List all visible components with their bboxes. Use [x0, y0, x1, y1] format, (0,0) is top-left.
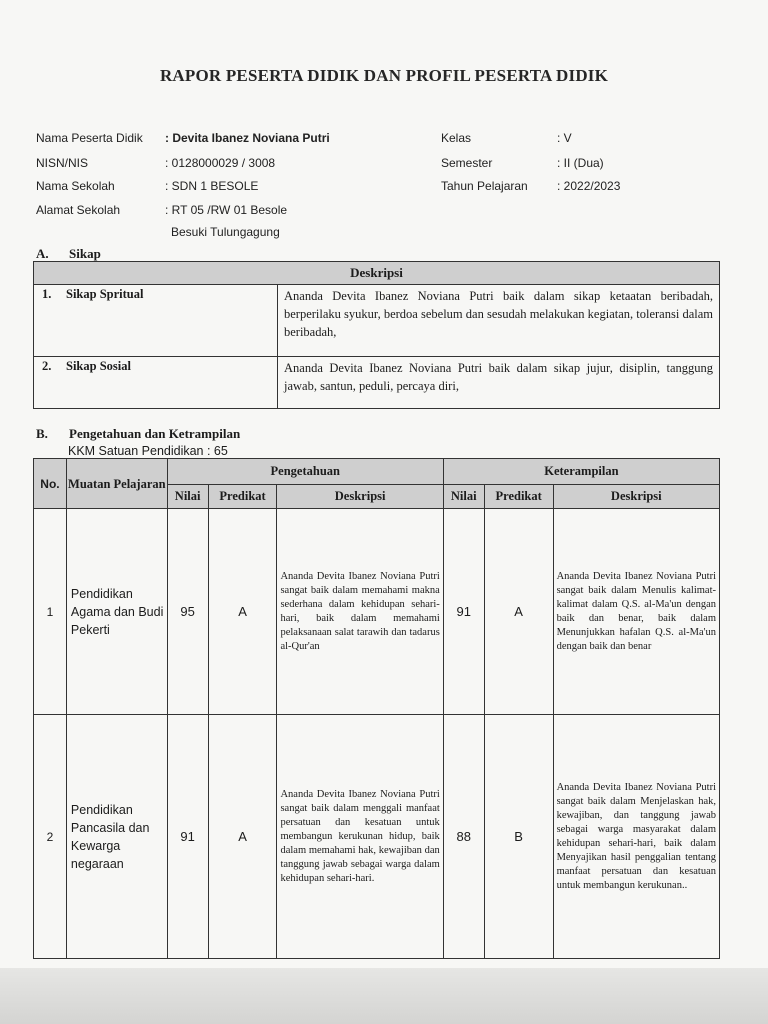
- year-label: Tahun Pelajaran: [441, 179, 528, 193]
- header-deskripsi: Deskripsi: [553, 485, 719, 509]
- header-muatan: Muatan Pelajaran: [66, 459, 167, 509]
- address-label: Alamat Sekolah: [36, 203, 121, 217]
- nisn-label: NISN/NIS: [36, 156, 89, 170]
- keterampilan-deskripsi: Ananda Devita Ibanez Noviana Putri sangat baik dalam Menjelaskan hak, kewajiban, dan tanggung jawab sebagai warga masyarakat dalam kehidupan sehari-hari, baik dalam Menyajikan hasil penggalian tentang manfaat persatuan dan kesatuan untuk membangun kerukunan..: [553, 715, 719, 959]
- table-row: [34, 357, 720, 409]
- header-pengetahuan: Pengetahuan: [167, 459, 443, 485]
- sikap-label-cell: [34, 357, 278, 409]
- section-a-letter: A.: [36, 246, 49, 261]
- keterampilan-nilai: 91: [443, 509, 484, 715]
- header-no: No.: [34, 459, 67, 509]
- header-nilai: Nilai: [443, 485, 484, 509]
- pengetahuan-predikat: A: [208, 509, 277, 715]
- pengetahuan-deskripsi: Ananda Devita Ibanez Noviana Putri sangat baik dalam memahami makna sederhana dalam kehidupan sehari-hari, baik dalam memahami pelaksanaan salat tarawih dan tadarus al-Qur'an: [277, 509, 443, 715]
- keterampilan-predikat: A: [484, 509, 553, 715]
- name-label: Nama Peserta Didik: [36, 131, 143, 145]
- pengetahuan-table: [33, 458, 720, 959]
- pengetahuan-nilai: 91: [167, 715, 208, 959]
- pengetahuan-deskripsi: Ananda Devita Ibanez Noviana Putri sangat baik dalam menggali manfaat persatuan dan kesatuan untuk membangun kerukunan hidup, baik dalam memahami hak, kewajiban dan tanggung jawab sebagai warga dalam kehidupan sehari-hari.: [277, 715, 443, 959]
- row-number: 2: [34, 715, 67, 959]
- row-number: 1: [34, 509, 67, 715]
- kkm-text: KKM Satuan Pendidikan : 65: [68, 444, 228, 458]
- header-nilai: Nilai: [167, 485, 208, 509]
- table-row: [34, 509, 720, 715]
- subject-name: Pendidikan Agama dan Budi Pekerti: [66, 509, 167, 715]
- sikap-table: [33, 261, 720, 409]
- header-predikat: Predikat: [484, 485, 553, 509]
- section-a-title: Sikap: [69, 246, 101, 261]
- name-value: : Devita Ibanez Noviana Putri: [165, 131, 330, 145]
- keterampilan-predikat: B: [484, 715, 553, 959]
- page-title: RAPOR PESERTA DIDIK DAN PROFIL PESERTA DIDIK: [159, 66, 609, 85]
- section-b-letter: B.: [36, 426, 48, 441]
- table-row: [34, 285, 720, 357]
- keterampilan-deskripsi: Ananda Devita Ibanez Noviana Putri sangat baik dalam Menulis kalimat-kalimat dalam Q.S. al-Ma'un dengan baik dan benar, baik dalam Menunjukkan hafalan Q.S. al-Ma'un dengan baik dan benar: [553, 509, 719, 715]
- nisn-value: : 0128000029 / 3008: [165, 156, 276, 170]
- section-b-title: Pengetahuan dan Ketrampilan: [69, 426, 241, 441]
- sikap-row-label: Sikap Spritual: [66, 287, 144, 301]
- year-value: : 2022/2023: [557, 179, 621, 193]
- school-value: : SDN 1 BESOLE: [165, 179, 259, 193]
- sikap-row-desc: Ananda Devita Ibanez Noviana Putri baik dalam sikap ketaatan beribadah, berperilaku syukur, berdoa sebelum dan sesudah melakukan kegiatan, toleransi dalam beribadah,: [278, 285, 720, 357]
- header-predikat: Predikat: [208, 485, 277, 509]
- pengetahuan-predikat: A: [208, 715, 277, 959]
- keterampilan-nilai: 88: [443, 715, 484, 959]
- student-info: [0, 0, 768, 250]
- address-value-2: Besuki Tulungagung: [171, 225, 280, 239]
- semester-label: Semester: [441, 156, 493, 170]
- sikap-row-number: 2.: [42, 359, 52, 373]
- sikap-row-number: 1.: [42, 287, 52, 301]
- pengetahuan-nilai: 95: [167, 509, 208, 715]
- sikap-label-cell: [34, 285, 278, 357]
- scan-bottom-band: [0, 968, 768, 1024]
- sikap-header: Deskripsi: [34, 262, 720, 285]
- address-value: : RT 05 /RW 01 Besole: [165, 203, 288, 217]
- table-row: [34, 715, 720, 959]
- subject-name: Pendidikan Pancasila dan Kewarga negaraan: [66, 715, 167, 959]
- section-b-heading: [36, 426, 436, 444]
- semester-value: : II (Dua): [557, 156, 604, 170]
- sikap-row-label: Sikap Sosial: [66, 359, 131, 373]
- class-label: Kelas: [441, 131, 472, 145]
- header-deskripsi: Deskripsi: [277, 485, 443, 509]
- sikap-row-desc: Ananda Devita Ibanez Noviana Putri baik dalam sikap jujur, disiplin, tanggung jawab, santun, peduli, percaya diri,: [278, 357, 720, 409]
- school-label: Nama Sekolah: [36, 179, 115, 193]
- header-keterampilan: Keterampilan: [443, 459, 719, 485]
- class-value: : V: [557, 131, 572, 145]
